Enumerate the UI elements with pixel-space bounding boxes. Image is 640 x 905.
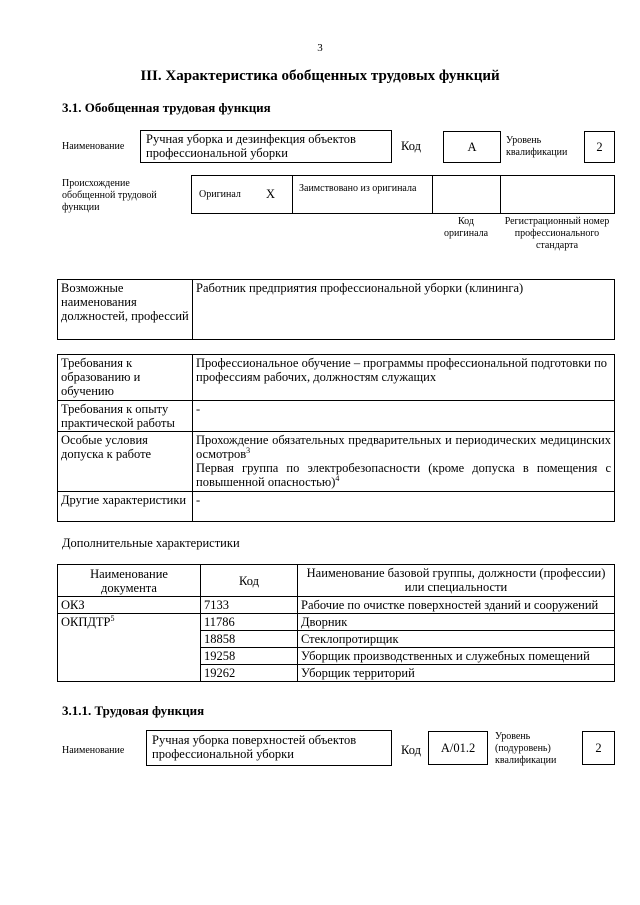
row-code: 11786 <box>201 614 298 631</box>
row-name: Уборщик территорий <box>298 665 615 682</box>
gtf-code-label: Код <box>401 139 421 153</box>
row-name: Уборщик производственных и служебных помещений <box>298 648 615 665</box>
requirements-table <box>57 354 615 522</box>
additional-table <box>57 564 615 682</box>
positions-table <box>57 279 615 340</box>
page-number: 3 <box>317 42 323 54</box>
row-code: 18858 <box>201 631 298 648</box>
gtf-name-value: Ручная уборка и дезинфекция объектов профессиональной уборки <box>140 130 392 163</box>
header-code: Код <box>201 565 298 597</box>
table-row <box>58 614 615 631</box>
row-doc: ОКПДТР$^5$ <box>58 614 201 682</box>
tf-code-label: Код <box>401 743 421 757</box>
positions-label: Возможные наименования должностей, профессий <box>58 280 193 340</box>
origin-code-caption: Код оригинала <box>443 216 489 239</box>
table-row <box>58 401 615 432</box>
gtf-level-value: 2 <box>584 131 615 163</box>
origin-original-mark: X <box>266 187 276 201</box>
table-row <box>58 597 615 614</box>
subsection-title: 3.1. Обобщенная трудовая функция <box>62 100 271 115</box>
row-code: 7133 <box>201 597 298 614</box>
row-name: Дворник <box>298 614 615 631</box>
footnote-ref: 4 <box>335 473 340 483</box>
tf-title: 3.1.1. Трудовая функция <box>62 703 205 718</box>
tf-code-value: A/01.2 <box>428 731 488 765</box>
row-name: Рабочие по очистке поверхностей зданий и сооружений <box>298 597 615 614</box>
table-row <box>58 432 615 492</box>
gtf-code-value: A <box>443 131 501 163</box>
origin-reg-caption: Регистрационный номер профессионального стандарта <box>504 216 610 251</box>
row-name: Стеклопротирщик <box>298 631 615 648</box>
table-row <box>58 355 615 401</box>
req-education-value: Профессиональное обучение – программы профессиональной подготовки по профессиям рабочих, должностям служащих <box>193 355 615 401</box>
tf-name-label: Наименование <box>62 745 125 756</box>
footnote-ref: 5 <box>110 613 115 623</box>
req-experience-value: - <box>193 401 615 432</box>
origin-table <box>191 175 615 214</box>
req-experience-label: Требования к опыту практической работы <box>58 401 193 432</box>
req-other-value: - <box>193 492 615 522</box>
origin-original-label: Оригинал <box>199 189 241 200</box>
additional-title: Дополнительные характеристики <box>62 536 240 550</box>
tf-level-label: Уровень (подуровень) квалификации <box>495 731 557 766</box>
req-education-label: Требования к образованию и обучению <box>58 355 193 401</box>
positions-value: Работник предприятия профессиональной уборки (клининга) <box>193 280 615 340</box>
row-doc: ОКЗ <box>58 597 201 614</box>
section-title: III. Характеристика обобщенных трудовых функций <box>140 68 500 84</box>
row-code: 19258 <box>201 648 298 665</box>
req-conditions-text-2: Первая группа по электробезопасности (кроме допуска в помещения с повышенной опасностью) <box>196 461 611 489</box>
tf-name-value: Ручная уборка поверхностей объектов профессиональной уборки <box>146 730 392 766</box>
header-name: Наименование базовой группы, должности (профессии) или специальности <box>298 565 615 597</box>
header-doc: Наименование документа <box>58 565 201 597</box>
req-conditions-text-1: Прохождение обязательных предварительных и периодических медицинских осмотров <box>196 433 611 461</box>
origin-borrowed-label: Заимствовано из оригинала <box>299 183 417 194</box>
footnote-ref: 3 <box>246 445 251 455</box>
gtf-name-label: Наименование <box>62 141 125 152</box>
row-code: 19262 <box>201 665 298 682</box>
gtf-level-label: Уровень квалификации <box>506 135 568 158</box>
req-conditions-value <box>193 432 615 492</box>
req-conditions-label: Особые условия допуска к работе <box>58 432 193 492</box>
req-other-label: Другие характеристики <box>58 492 193 522</box>
table-row <box>58 492 615 522</box>
tf-level-value: 2 <box>582 731 615 765</box>
origin-label: Происхождение обобщенной трудовой функции <box>62 178 157 213</box>
